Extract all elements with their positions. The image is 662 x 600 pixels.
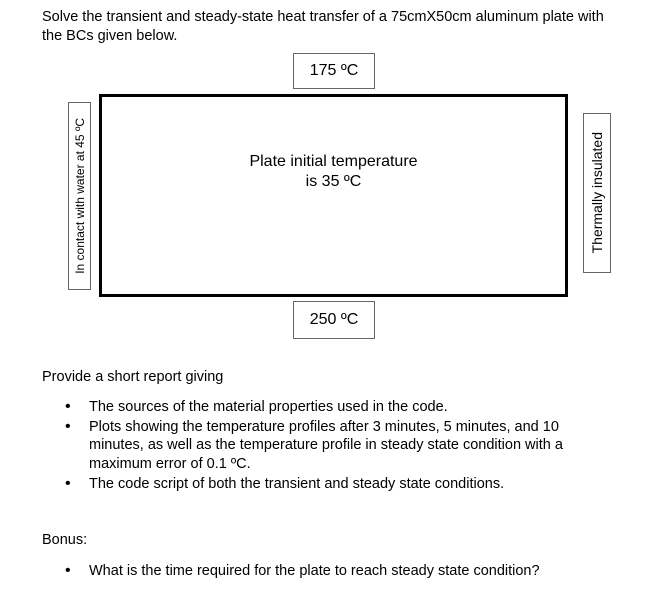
bonus-heading: Bonus:	[42, 532, 88, 548]
list-item: • The code script of both the transient and steady state conditions.	[89, 475, 589, 494]
report-list	[89, 398, 589, 494]
left-boundary-label	[68, 102, 91, 290]
plate-text-line-2: is 35 ºC	[305, 173, 362, 190]
top-boundary-label	[293, 53, 375, 89]
report-heading: Provide a short report giving	[42, 369, 224, 385]
bonus-list	[89, 562, 629, 581]
plate-initial-temp	[102, 152, 565, 192]
plate-rectangle	[99, 94, 568, 297]
intro-text	[42, 8, 604, 46]
right-bc-text: Thermally insulated	[589, 132, 605, 254]
list-item: • Plots showing the temperature profiles after 3 minutes, 5 minutes, and 10 minutes, as well as the temperature profile in steady state condition with a maximum error of 0.1 ºC.	[89, 418, 589, 474]
bottom-boundary-label	[293, 301, 375, 339]
top-bc-text: 175 ºC	[309, 62, 359, 79]
list-item: • What is the time required for the plate to reach steady state condition?	[89, 562, 629, 581]
left-bc-text: In contact with water at 45 ºC	[72, 118, 87, 274]
intro-line-2: the BCs given below.	[42, 28, 178, 44]
bottom-bc-text: 250 ºC	[309, 311, 359, 328]
plate-text-line-1: Plate initial temperature	[249, 153, 418, 170]
list-item: • The sources of the material properties used in the code.	[89, 398, 589, 417]
right-boundary-label	[583, 113, 611, 273]
intro-line-1: Solve the transient and steady-state heat transfer of a 75cmX50cm aluminum plate with	[42, 9, 604, 25]
